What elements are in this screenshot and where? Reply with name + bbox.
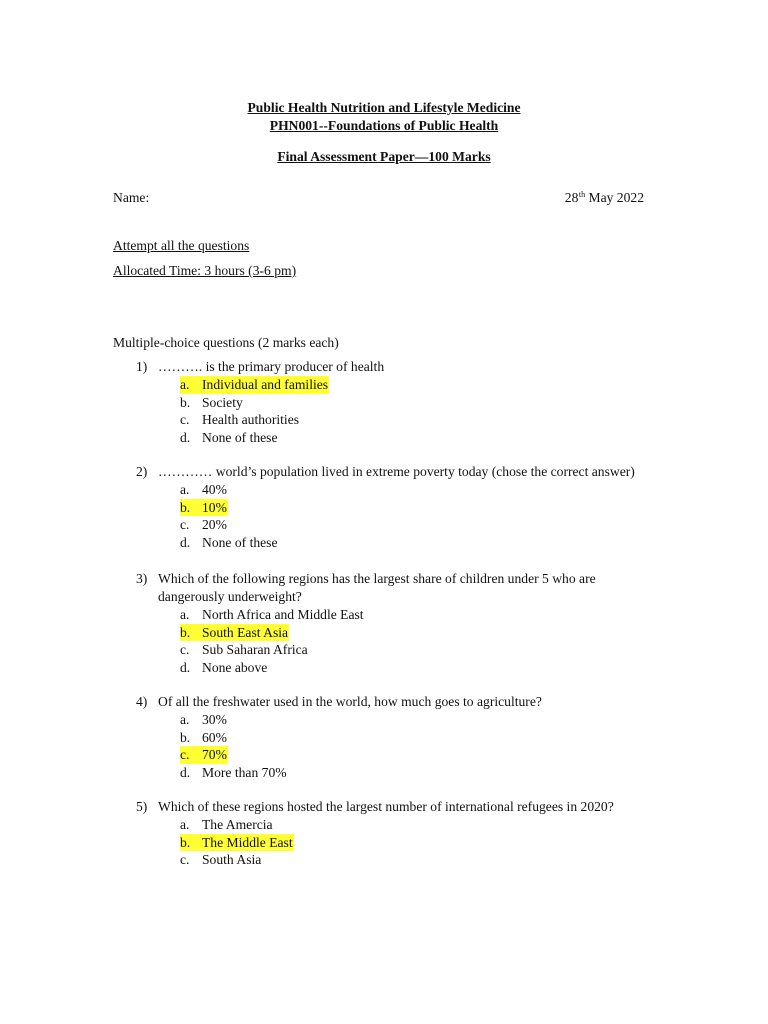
exam-date: [565, 189, 644, 209]
option-text: 70%: [202, 747, 227, 763]
question-text: Which of these regions hosted the largest number of international refugees in 2020?: [158, 799, 614, 814]
option-letter: d.: [180, 659, 191, 675]
option-letter: a.: [180, 607, 190, 622]
option-text: North Africa and Middle East: [202, 607, 364, 622]
option-text: Health authorities: [202, 412, 300, 428]
option-text: More than 70%: [202, 764, 287, 780]
option-d: [180, 534, 656, 552]
option-a: [180, 481, 656, 499]
question-number: 1): [136, 359, 148, 374]
option-text: None of these: [202, 429, 278, 445]
name-label: Name:: [113, 190, 150, 205]
highlighted-answer: [180, 834, 294, 852]
date-month-year: May 2022: [585, 190, 644, 205]
options-list: [180, 606, 656, 676]
option-b: [180, 624, 656, 642]
question-text: Of all the freshwater used in the world, how much goes to agriculture?: [158, 694, 542, 709]
date-day: 28: [564, 190, 579, 205]
question-3: [136, 570, 656, 676]
option-letter: b.: [180, 729, 191, 745]
option-letter: b.: [180, 499, 191, 515]
question-1: [136, 358, 656, 446]
course-code: PHN001--Foundations of Public Health: [269, 118, 499, 133]
option-letter: a.: [180, 482, 190, 497]
question-number: 3): [136, 571, 148, 586]
question-text: Which of the following regions has the largest share of children under 5 who are dangerously underweight?: [158, 571, 596, 604]
highlighted-answer: [180, 624, 289, 642]
option-c: [180, 746, 656, 764]
option-text: The Middle East: [202, 834, 293, 850]
option-a: [180, 816, 656, 834]
question-number: 5): [136, 799, 148, 814]
option-b: [180, 499, 656, 517]
question-number: 2): [136, 464, 148, 479]
title-block: [0, 99, 768, 166]
option-text: The Amercia: [202, 817, 273, 832]
option-letter: b.: [180, 394, 191, 410]
option-text: 40%: [202, 482, 227, 497]
question-text: ………. is the primary producer of health: [158, 359, 385, 374]
option-d: [180, 429, 656, 447]
option-letter: c.: [180, 642, 190, 658]
option-text: Sub Saharan Africa: [202, 642, 308, 658]
question-4: [136, 693, 656, 781]
option-text: 20%: [202, 517, 227, 533]
option-b: [180, 394, 656, 412]
option-a: [180, 606, 656, 624]
date-suffix: th: [578, 190, 586, 199]
option-letter: b.: [180, 834, 191, 850]
options-list: [180, 481, 656, 551]
question-5: [136, 798, 656, 869]
option-letter: c.: [180, 747, 190, 763]
option-letter: c.: [180, 412, 190, 428]
option-d: [180, 659, 656, 677]
options-list: [180, 711, 656, 781]
option-letter: a.: [180, 817, 190, 832]
option-text: 10%: [202, 499, 227, 515]
option-b: [180, 729, 656, 747]
highlighted-answer: [180, 499, 228, 517]
option-letter: c.: [180, 852, 190, 868]
question-number: 4): [136, 694, 148, 709]
option-text: 60%: [202, 729, 227, 745]
option-a: [180, 376, 656, 394]
option-letter: c.: [180, 517, 190, 533]
option-c: [180, 851, 656, 869]
highlighted-answer: [180, 376, 329, 394]
option-text: South Asia: [202, 852, 262, 868]
option-d: [180, 764, 656, 782]
attempt-instruction: Attempt all the questions: [113, 238, 250, 253]
option-text: 30%: [202, 712, 227, 727]
option-letter: b.: [180, 624, 191, 640]
option-text: None above: [202, 659, 268, 675]
option-text: None of these: [202, 534, 278, 550]
option-c: [180, 516, 656, 534]
option-a: [180, 711, 656, 729]
option-text: Individual and families: [202, 377, 329, 392]
mcq-heading: Multiple-choice questions (2 marks each): [113, 335, 339, 350]
option-letter: d.: [180, 764, 191, 780]
option-letter: a.: [180, 377, 190, 392]
option-letter: d.: [180, 429, 191, 445]
paper-title: Final Assessment Paper—100 Marks: [277, 149, 491, 164]
highlighted-answer: [180, 746, 228, 764]
allocated-time: Allocated Time: 3 hours (3-6 pm): [113, 263, 297, 278]
course-title: Public Health Nutrition and Lifestyle Medicine: [247, 100, 521, 115]
question-text: ………… world’s population lived in extreme poverty today (chose the correct answer): [158, 464, 635, 479]
option-c: [180, 411, 656, 429]
option-c: [180, 641, 656, 659]
option-letter: d.: [180, 534, 191, 550]
option-b: [180, 834, 656, 852]
options-list: [180, 376, 656, 446]
option-text: South East Asia: [202, 624, 289, 640]
question-2: [136, 463, 656, 551]
option-text: Society: [202, 394, 243, 410]
options-list: [180, 816, 656, 869]
option-letter: a.: [180, 712, 190, 727]
